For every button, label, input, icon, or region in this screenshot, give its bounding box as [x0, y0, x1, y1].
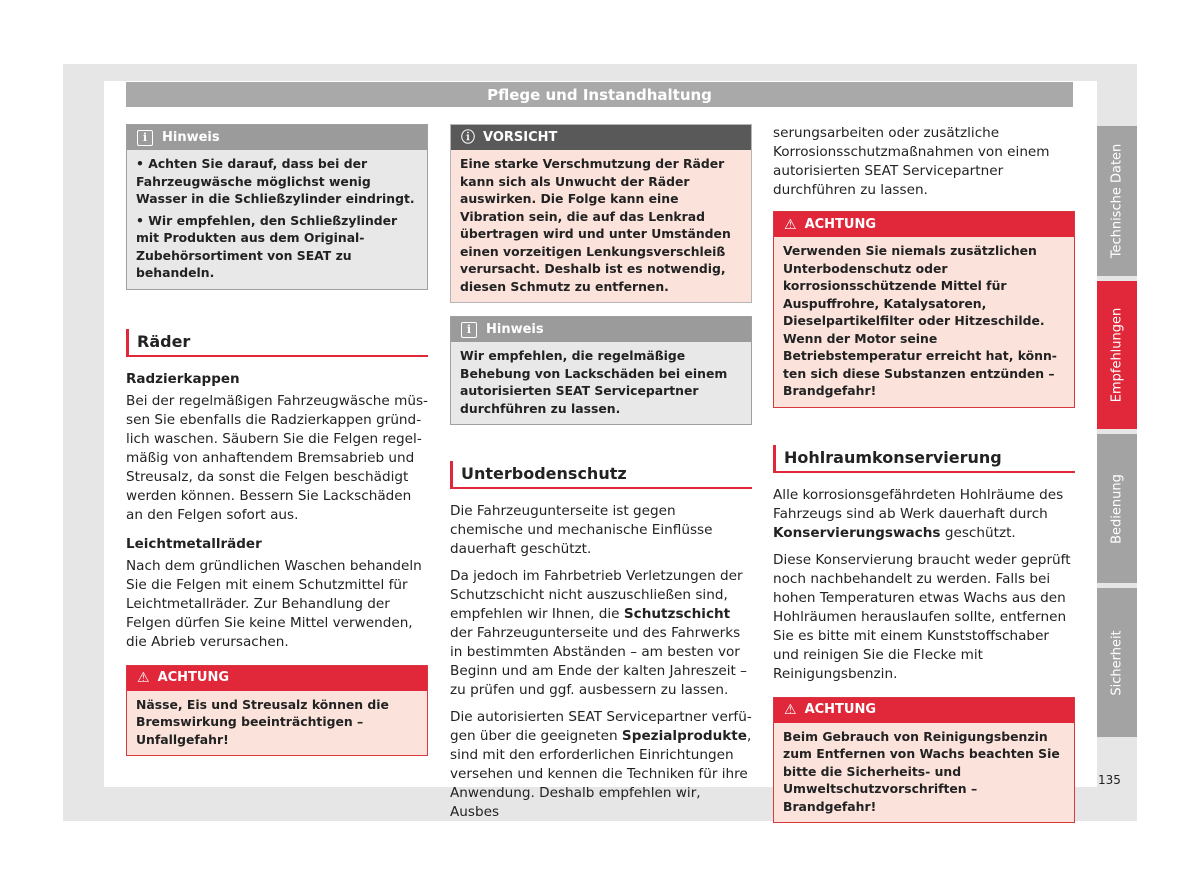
caution-text: Eine starke Verschmutzung der Räder kann sich als Unwucht der Räder auswirken. Die Folge kann eine Vibration sein, die auf das Lenkrad übertragen wird und unter Umständen einen vorzeitigen Lenkungsverschleiß verursacht. Deshalb ist es notwendig, diesen Schmutz zu entfernen.: [460, 156, 731, 294]
warning-label: ACHTUNG: [804, 702, 877, 717]
paragraph: serungsarbeiten oder zusätzliche Korrosionsschutzmaßnahmen von einem autorisierten SEAT Servicepartner durchführen zu lassen.: [773, 125, 1050, 198]
caution-box: [450, 124, 752, 303]
subheading-radzierkappen: Radzierkappen: [126, 370, 240, 387]
warning-text: Beim Gebrauch von Reinigungsbenzin zum Entfernen von Wachs beachten Sie bitte die Sicherheits- und Umweltschutzvorschriften – Brandgefahr!: [783, 728, 1060, 814]
column-1: [126, 124, 428, 756]
info-icon: i: [137, 130, 153, 146]
paragraph: Bei der regelmäßigen Fahrzeugwäsche müssen Sie ebenfalls die Radzierkappen gründlich waschen. Säubern Sie die Felgen regelmäßig von anhaftendem Bremsabrieb und Streusalz, da sonst die Felgen beschädigt werden können. Bessern Sie Lackschäden an den Felgen sofort aus.: [126, 392, 428, 523]
chapter-header: Pflege und Instandhaltung: [126, 82, 1073, 107]
note-box: [126, 124, 428, 290]
warning-triangle-icon: ⚠: [784, 702, 797, 718]
side-tab-empfehlungen[interactable]: Empfehlungen: [1097, 281, 1137, 429]
paragraph: Alle korrosionsgefährdeten Hohlräume des Fahrzeugs sind ab Werk dauerhaft durch Konservierungswachs geschützt.: [773, 486, 1064, 541]
column-2: [450, 124, 752, 822]
paragraph: Diese Konservierung braucht weder geprüft noch nachbehandelt zu werden. Falls bei hohen Temperaturen etwas Wachs aus den Hohlräumen herauslaufen sollte, entfernen Sie es bitte mit einem Kunststoffschaber und reinigen Sie die Flecke mit Reinigungsbenzin.: [773, 551, 1071, 682]
paragraph: Da jedoch im Fahrbetrieb Verletzungen der Schutzschicht nicht auszuschließen sind, empfehlen wir Ihnen, die Schutzschicht der Fahrzeugunterseite und des Fahrwerks in bestimmten Abständen – am besten vor Beginn und am Ende der kalten Jahreszeit – zu prüfen und ggf. ausbessern zu lassen.: [450, 568, 747, 698]
side-tab-bedienung[interactable]: Bedienung: [1097, 434, 1137, 583]
warning-label: ACHTUNG: [157, 670, 230, 685]
section-title-hohlraumkonservierung: Hohlraumkonservierung: [773, 445, 1075, 473]
caution-label: VORSICHT: [483, 129, 558, 145]
side-tab-technische-daten[interactable]: Technische Daten: [1097, 126, 1137, 276]
warning-text: Verwenden Sie niemals zusätzlichen Unterbodenschutz oder korrosionsschützende Mittel für Auspuffrohre, Katalysatoren, Dieselpartikelfilter oder Hitzeschilde. Wenn der Motor seine Betriebstemperatur erreicht hat, könnten sich diese Substanzen entzünden – Brandgefahr!: [783, 243, 1057, 398]
paragraph: Die Fahrzeugunterseite ist gegen chemische und mechanische Einflüsse dauerhaft geschützt.: [450, 503, 713, 557]
page-number: 135: [1098, 773, 1121, 787]
info-icon: i: [461, 322, 477, 338]
note-item: • Wir empfehlen, den Schließzylinder mit Produkten aus dem Original-Zubehörsortiment von SEAT zu behandeln.: [136, 212, 398, 280]
paragraph: Die autorisierten SEAT Servicepartner verfügen über die geeigneten Spezialprodukte, sind mit den erforderlichen Einrichtungen versehen und kennen die Techniken für ihre Anwendung. Deshalb empfehlen wir, Ausbes: [450, 709, 752, 820]
warning-box: [126, 665, 428, 757]
warning-label: ACHTUNG: [804, 216, 877, 232]
side-tab-sicherheit[interactable]: Sicherheit: [1097, 588, 1137, 737]
warning-triangle-icon: ⚠: [137, 670, 150, 686]
note-text: Wir empfehlen, die regelmäßige Behebung von Lackschäden bei einem autorisierten SEAT Servicepartner durchführen zu lassen.: [460, 348, 728, 416]
warning-box: [773, 211, 1075, 408]
section-title-unterbodenschutz: Unterbodenschutz: [450, 461, 752, 489]
section-title-raeder: Räder: [126, 329, 428, 357]
subheading-leichtmetallraeder: Leichtmetallräder: [126, 535, 262, 552]
paragraph: Nach dem gründlichen Waschen behandeln Sie die Felgen mit einem Schutzmittel für Leichtmetallräder. Zur Behandlung der Felgen dürfen Sie keine Mittel verwenden, die Abrieb verursachen.: [126, 557, 422, 650]
warning-triangle-icon: ⚠: [784, 216, 797, 233]
note-item: • Achten Sie darauf, dass bei der Fahrzeugwäsche möglichst wenig Wasser in die Schließzylinder eindringt.: [136, 156, 415, 206]
note-box: [450, 316, 752, 425]
note-label: Hinweis: [162, 129, 220, 145]
warning-box: [773, 697, 1075, 824]
note-label: Hinweis: [486, 321, 544, 337]
column-3: [773, 124, 1075, 823]
warning-text: Nässe, Eis und Streusalz können die Bremswirkung beeinträchtigen – Unfallgefahr!: [136, 696, 389, 747]
caution-circle-icon: ⓘ: [461, 129, 475, 146]
